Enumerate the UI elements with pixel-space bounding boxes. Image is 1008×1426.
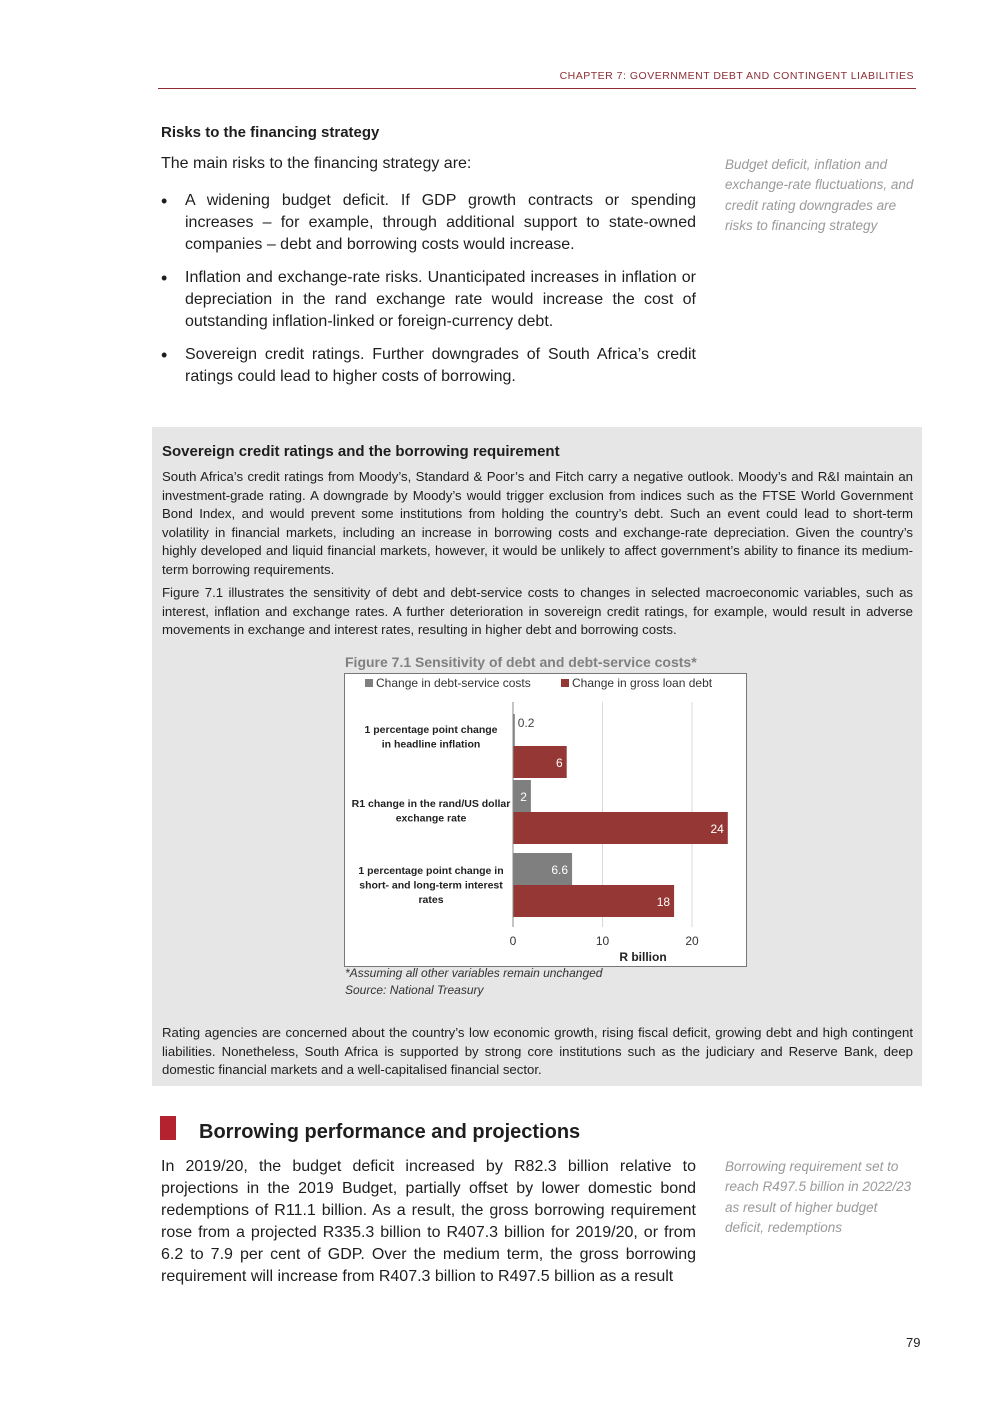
x-tick-label-2: 20: [685, 934, 699, 948]
legend-swatch-0: [365, 679, 373, 687]
sensitivity-chart: [344, 673, 747, 967]
x-tick-label-0: 0: [509, 934, 517, 948]
chapter-title: CHAPTER 7: GOVERNMENT DEBT AND CONTINGENT LIABILITIES: [559, 70, 914, 82]
risks-intro: The main risks to the financing strategy are:: [161, 155, 472, 172]
data-label-1-0: 2: [520, 790, 527, 804]
box-paragraph-2: Figure 7.1 illustrates the sensitivity of debt and debt-service costs to changes in selected macroeconomic variables, such as interest, inflation and exchange rates. A further deterioration in sovereign credit ratings, for example, would result in adverse movements in exchange and interest rates, resulting in higher debt and borrowing costs.: [162, 585, 913, 638]
x-axis-title: R billion: [619, 950, 667, 964]
risks-margin-note: Budget deficit, inflation and exchange-rate fluctuations, and credit rating downgrades are risks to financing strategy: [725, 157, 914, 233]
category-label-0-0: 1 percentage point change: [364, 724, 498, 736]
category-label-2-0: 1 percentage point change in: [358, 865, 504, 877]
page-number: 79: [906, 1335, 921, 1350]
category-label-2-1: short- and long-term interest: [359, 879, 503, 892]
data-label-0-1: 6: [556, 756, 563, 770]
figure-title: Figure 7.1 Sensitivity of debt and debt-service costs*: [345, 654, 697, 670]
risk-item-deficit: • A widening budget deficit. If GDP growth contracts or spending increases – for example, through additional support to state-owned companies – debt and borrowing costs would increase.: [161, 190, 696, 256]
category-label-1-1: exchange rate: [395, 812, 467, 825]
figure-footnote: *Assuming all other variables remain unchanged: [345, 966, 603, 980]
category-label-1-0: R1 change in the rand/US dollar: [351, 798, 511, 810]
box-title: Sovereign credit ratings and the borrowing requirement: [162, 443, 560, 460]
category-label-0-1: in headline inflation: [381, 738, 481, 751]
section-title: Borrowing performance and projections: [199, 1121, 581, 1143]
data-label-2-0: 6.6: [551, 863, 569, 877]
data-label-0-0: 0.2: [517, 716, 535, 730]
data-label-2-1: 18: [656, 895, 671, 909]
legend-swatch-1: [561, 679, 569, 687]
risk-item-ratings: • Sovereign credit ratings. Further downgrades of South Africa’s credit ratings could lead to higher costs of borrowing.: [161, 344, 696, 388]
legend-label-0: Change in debt-service costs: [376, 676, 531, 690]
x-tick-label-1: 10: [595, 934, 610, 948]
box-paragraph-1: South Africa’s credit ratings from Moody’s, Standard & Poor’s and Fitch carry a negative outlook. Moody’s and R&I maintain an investment-grade rating. A downgrade by Moody’s would trigger exclusion from indices such as the FTSE World Government Bond Index, and would prevent some institutions from holding the country’s debt. Such an event could lead to short-term volatility in financial markets, including an increase in borrowing costs and exchange-rate depreciation. Given the country’s highly developed and liquid financial markets, however, it would be unlikely to affect government’s ability to finance its medium-term borrowing requirements.: [162, 469, 913, 577]
chapter-header: [158, 68, 916, 89]
box-paragraph-3: Rating agencies are concerned about the country’s low economic growth, rising fiscal deficit, growing debt and high contingent liabilities. Nonetheless, South Africa is supported by strong core institutions such as the judiciary and Reserve Bank, deep domestic financial markets and a well-capitalised financial sector.: [162, 1025, 913, 1078]
chart-canvas: [345, 674, 746, 966]
risk-item-inflation: • Inflation and exchange-rate risks. Unanticipated increases in inflation or depreciation in the rand exchange rate would increase the cost of outstanding inflation-linked or foreign-currency debt.: [161, 267, 696, 333]
borrowing-paragraph: In 2019/20, the budget deficit increased by R82.3 billion relative to projections in the 2019 Budget, partially offset by lower domestic bond redemptions of R11.1 billion. As a result, the gross borrowing requirement rose from a projected R335.3 billion to R407.3 billion for 2019/20, or from 6.2 to 7.9 per cent of GDP. Over the medium term, the gross borrowing requirement will increase from R407.3 billion to R497.5 billion as a result: [161, 1158, 696, 1285]
legend-label-1: Change in gross loan debt: [572, 676, 713, 690]
data-label-1-1: 24: [710, 822, 724, 836]
bar-2-1: [513, 885, 674, 917]
risks-heading: Risks to the financing strategy: [161, 124, 380, 141]
risks-list: [161, 190, 696, 399]
borrowing-margin-note: Borrowing requirement set to reach R497.5 billion in 2022/23 as result of higher budget deficit, redemptions: [725, 1159, 912, 1235]
bar-1-1: [513, 812, 728, 844]
figure-source: Source: National Treasury: [345, 983, 484, 997]
category-label-2-2: rates: [418, 894, 444, 906]
section-marker: [160, 1116, 176, 1140]
